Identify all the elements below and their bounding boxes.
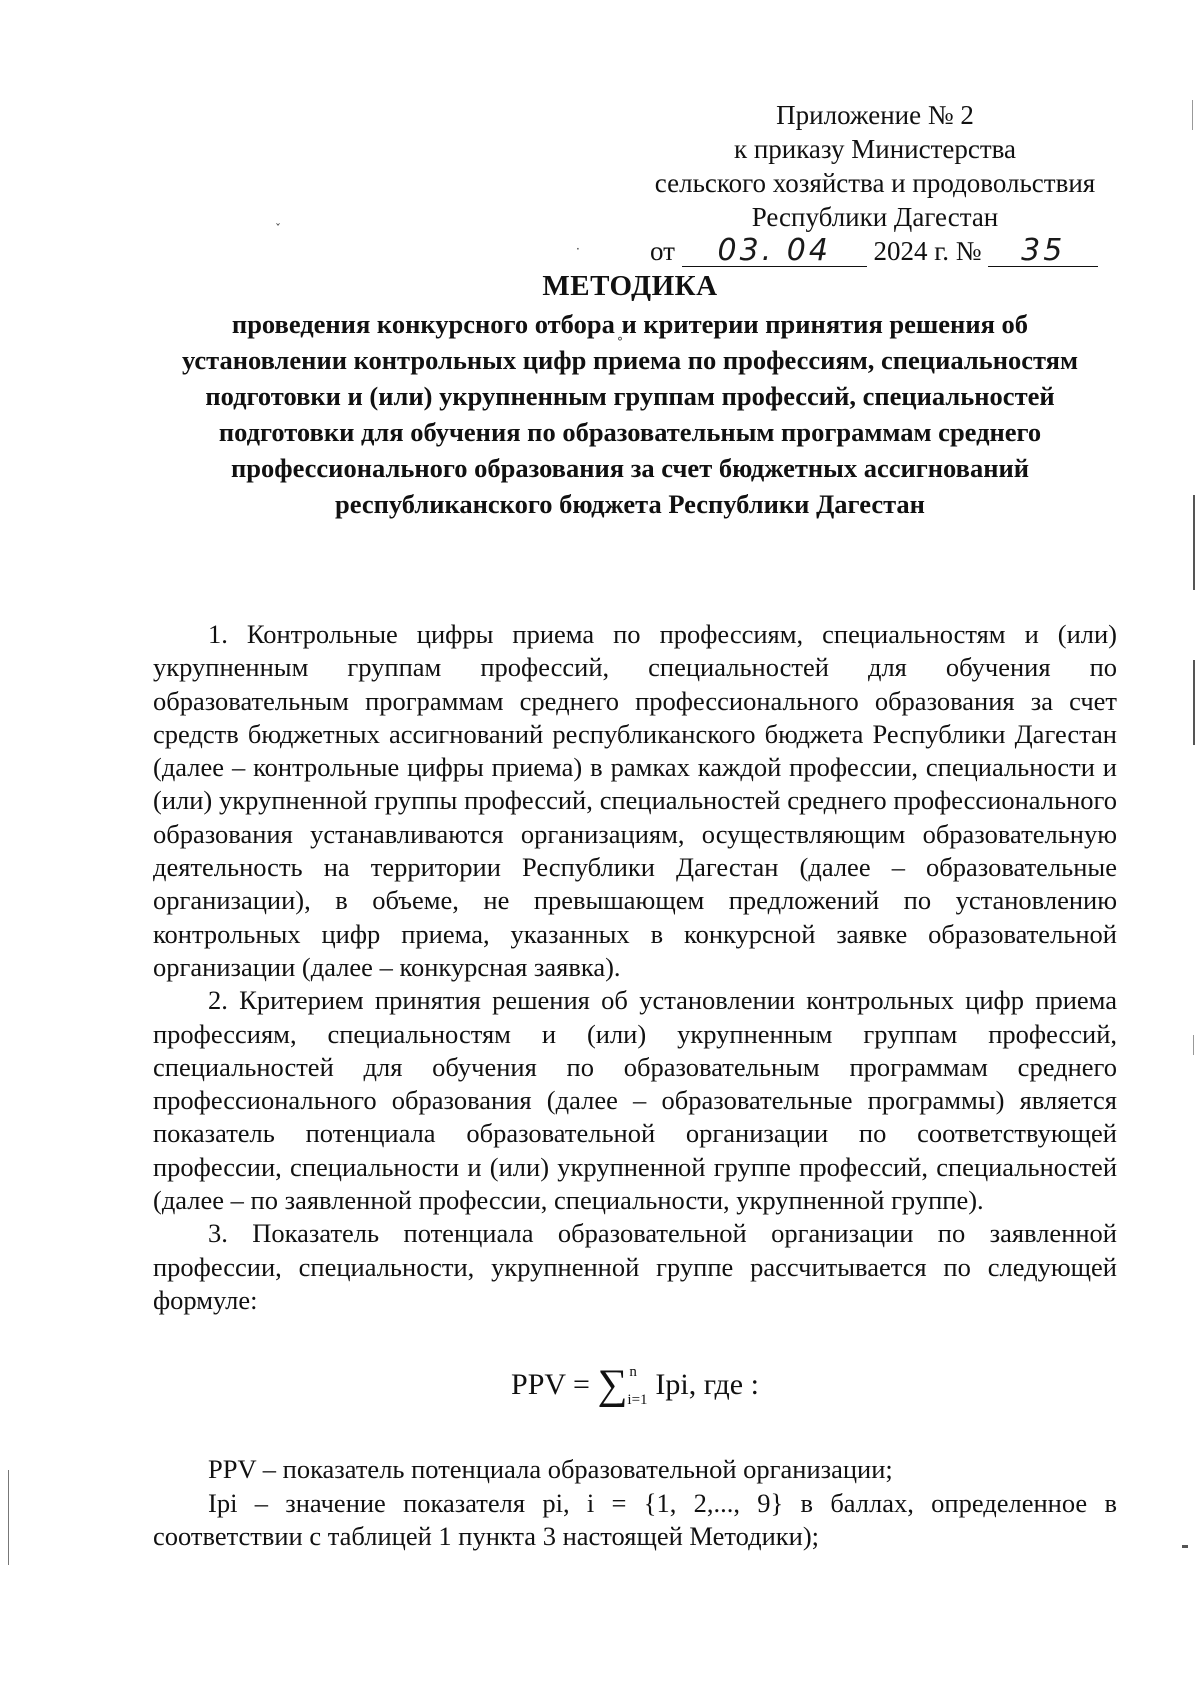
sum-limits (627, 1364, 655, 1409)
title-main: МЕТОДИКА (542, 270, 718, 302)
paragraph-3: 3. Показатель потенциала образовательной организации по заявленной профессии, специальности, укрупненной группе рассчитывается по следующей формуле: (153, 1218, 1117, 1315)
date-prefix: от (650, 236, 675, 266)
appendix-ministry: сельского хозяйства и продовольствия (654, 168, 1096, 198)
definition-ipi: Ipi – значение показателя pi, i = {1, 2,..., 9} в баллах, определенное в соответствии с таблицей 1 пункта 3 настоящей Методики); (153, 1487, 1117, 1551)
paragraph-1: 1. Контрольные цифры приема по профессиям, специальностям и (или) укрупненным группам профессий, специальностей для обучения по образовательным программам среднего профессионального образования за счет средств бюджетных ассигнований республиканского бюджета Республики Дагестан (далее – контрольные цифры приема) в рамках каждой профессии, специальности и (или) укрупненной группы профессий, специальностей среднего профессионального образования устанавливаются организациям, осуществляющим образовательную деятельность на территории Республики Дагестан (далее – образовательные организации), в объеме, не превышающем предложений по установлению контрольных цифр приема, указанных в конкурсной заявке образовательной организации (далее – конкурсная заявка). (153, 619, 1117, 982)
subtitle-line: подготовки и (или) укрупненным группам профессий, специальностей (205, 381, 1055, 411)
appendix-number: Приложение № 2 (776, 100, 974, 130)
appendix-header (640, 98, 1110, 268)
formula-lhs: PPV = (511, 1368, 590, 1402)
order-date-line (640, 234, 1110, 268)
paragraph-2: 2. Критерием принятия решения об установлении контрольных цифр приема профессиям, специальностям и (или) укрупненным группам профессий, специальностей для обучения по образовательным программам среднего профессионального образования (далее – образовательные программы) является показатель потенциала образовательной организации по соответствующей профессии, специальности и (или) укрупненной группе профессий, специальностей (далее – по заявленной профессии, специальности, укрупненной группе). (153, 985, 1117, 1216)
appendix-order-ref: к приказу Министерства (733, 134, 1017, 164)
subtitle-line: профессионального образования за счет бюджетных ассигнований (230, 453, 1030, 483)
definition-ppv: PPV – показатель потенциала образовательной организации; (208, 1454, 893, 1485)
subtitle-line: республиканского бюджета Республики Дагестан (335, 489, 925, 519)
handwritten-number: 35 (1021, 233, 1066, 268)
scan-edge-mark (1192, 100, 1193, 130)
subtitle-line: установлении контрольных цифр приема по профессиям, специальностям (181, 345, 1079, 375)
appendix-republic: Республики Дагестан (751, 202, 999, 232)
scan-edge-mark (1182, 1545, 1188, 1548)
handwritten-date: 03. 04 (717, 233, 831, 268)
formula (153, 1362, 1117, 1409)
subtitle-line: проведения конкурсного отбора и критерии принятия решения об (231, 309, 1029, 339)
scan-edge-mark (1193, 495, 1195, 590)
scan-edge-mark (1193, 1035, 1194, 1055)
scan-edge-mark (1193, 660, 1195, 745)
title-subtitle (140, 306, 1120, 522)
subtitle-line: подготовки для обучения по образовательным программам среднего (218, 417, 1042, 447)
scan-speck: ˇ (275, 222, 281, 236)
scan-speck: ° (617, 335, 623, 349)
scan-speck: · (576, 242, 580, 256)
document-title (140, 266, 1120, 522)
sum-upper-limit: n (629, 1364, 637, 1381)
formula-rhs: Ipi, где : (655, 1368, 759, 1402)
sum-lower-limit: i=1 (627, 1392, 648, 1409)
number-blank (988, 233, 1098, 268)
sum-symbol: ∑ (597, 1362, 628, 1409)
year-label: 2024 г. № (873, 236, 982, 266)
document-body (153, 618, 1117, 1553)
date-blank (682, 233, 867, 268)
scan-edge-mark (8, 1470, 9, 1565)
